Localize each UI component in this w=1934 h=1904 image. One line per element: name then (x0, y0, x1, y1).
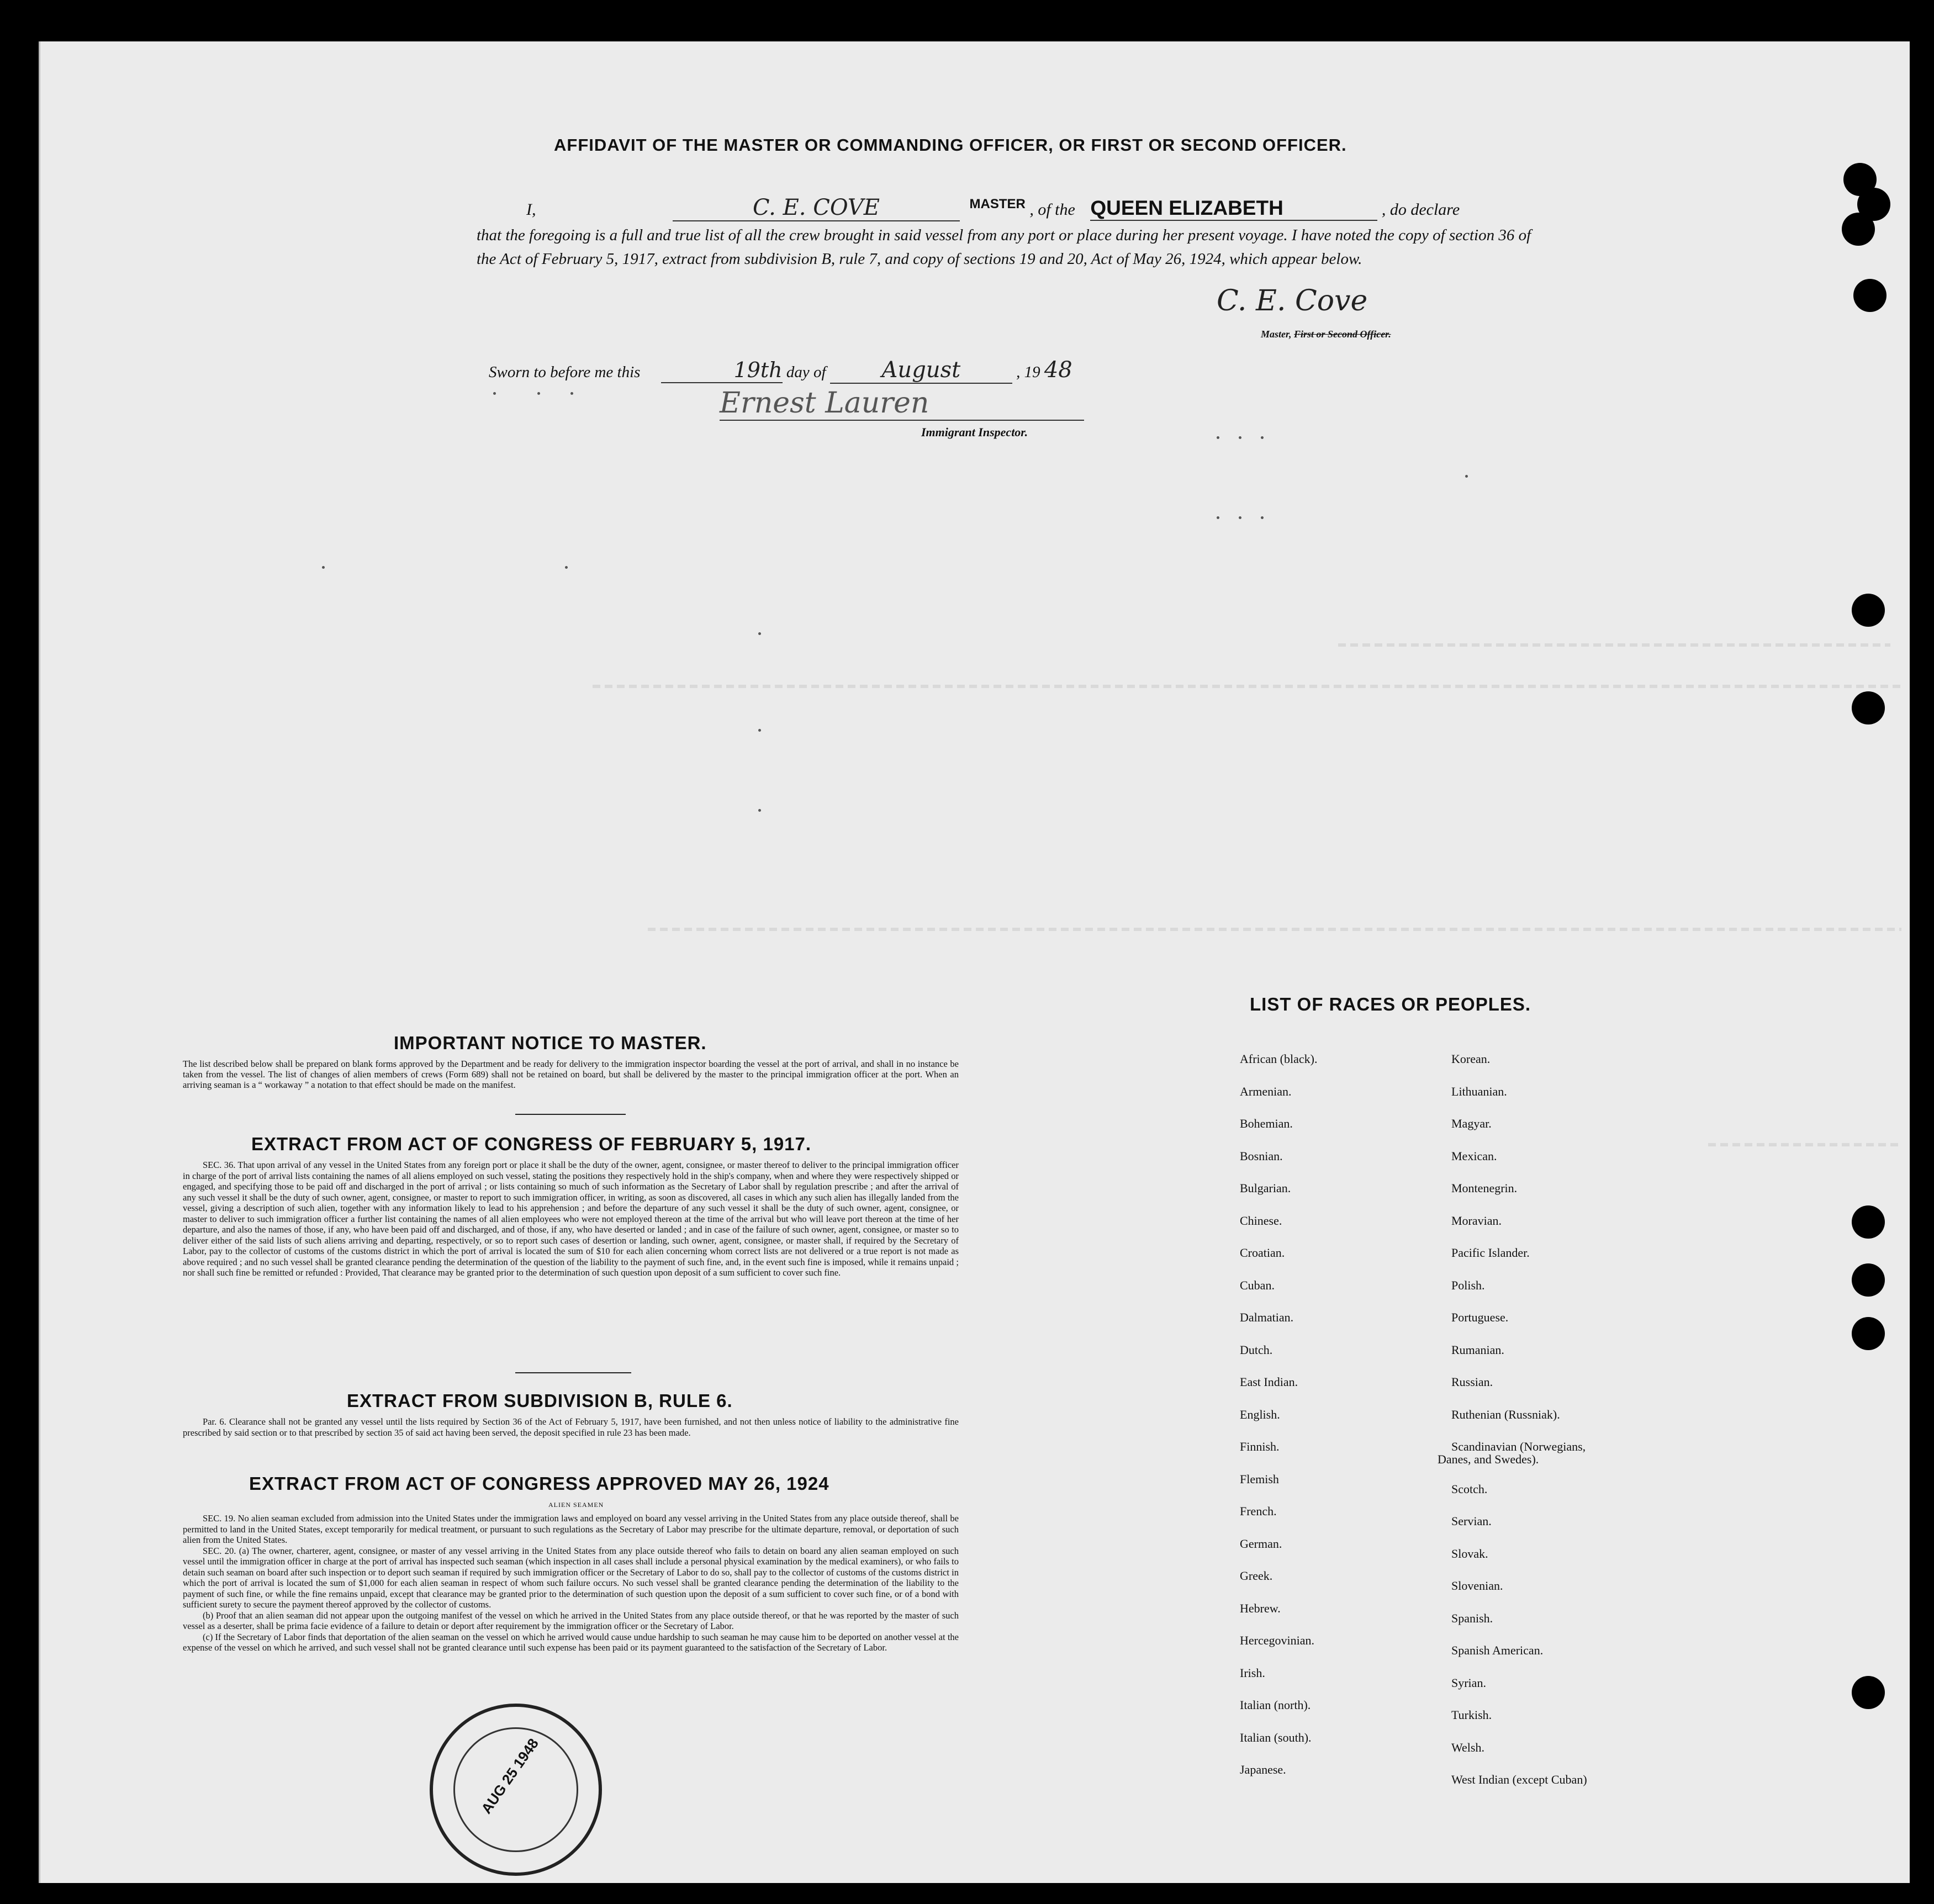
punch-hole (1852, 1263, 1885, 1297)
race-item: Hebrew. (1240, 1601, 1281, 1615)
race-item: Dalmatian. (1240, 1310, 1294, 1324)
race-item: Slovenian. (1451, 1579, 1503, 1593)
race-item: Lithuanian. (1451, 1084, 1507, 1098)
race-item: African (black). (1240, 1052, 1318, 1066)
race-item: English. (1240, 1407, 1280, 1421)
race-item: Chinese. (1240, 1213, 1282, 1228)
extract-1924-title: EXTRACT FROM ACT OF CONGRESS APPROVED MAY 26, 1924 (249, 1473, 829, 1494)
declaration-pronoun: I, (526, 200, 536, 219)
inspector-signature: Ernest Lauren (720, 387, 1084, 421)
punch-hole (1852, 691, 1885, 724)
ink-dot (758, 809, 761, 812)
ink-dot (537, 392, 540, 395)
race-item: Welsh. (1451, 1740, 1484, 1754)
master-signature: C. E. Cove (1217, 284, 1368, 318)
signature-caption (1261, 329, 1391, 340)
sworn-year: 48 (1044, 357, 1072, 383)
divider (515, 1372, 631, 1373)
race-item: Italian (north). (1240, 1698, 1311, 1712)
race-item: Bulgarian. (1240, 1181, 1291, 1195)
affidavit-title: AFFIDAVIT OF THE MASTER OR COMMANDING OFFICER, OR FIRST OR SECOND OFFICER. (554, 135, 1347, 155)
extract-1917-body (183, 1160, 959, 1278)
race-item: Armenian. (1240, 1084, 1292, 1098)
master-name-handwritten: C. E. COVE (673, 195, 960, 221)
punch-hole (1842, 213, 1875, 246)
extract-rule6-title: EXTRACT FROM SUBDIVISION B, RULE 6. (347, 1390, 733, 1411)
ink-dot (565, 566, 568, 569)
extract-1924-body (183, 1513, 959, 1653)
extract-1924-paragraph: SEC. 19. No alien seaman excluded from admission into the United States under the immigration laws and employed on board any vessel arriving in the United States from any place outside thereof, shall be permitted to land in the United States, except temporarily for medical treatment, or pursuant to such regulations as the Secretary of Labor may prescribe for the ultimate departure, removal, or deportation of such alien from the United States. (183, 1513, 959, 1545)
races-right-column (1407, 1052, 1683, 1786)
races-left-column (1195, 1052, 1415, 1786)
race-item: Japanese. (1240, 1763, 1286, 1776)
ink-dot (758, 729, 761, 732)
race-item: Turkish. (1451, 1708, 1492, 1722)
vessel-name: QUEEN ELIZABETH (1090, 197, 1377, 221)
race-item: German. (1240, 1536, 1282, 1551)
race-item: Croatian. (1240, 1246, 1285, 1260)
race-item: Finnish. (1240, 1440, 1280, 1453)
race-item: Scandinavian (Norwegians, (1451, 1440, 1586, 1453)
race-item: Bosnian. (1240, 1149, 1283, 1163)
declaration-body: that the foregoing is a full and true list of all the crew brought in said vessel from any port or place during her present voyage. I have noted the copy of section 36 of the Act of February 5, 1917, extract from subdivision B, rule 7, and copy of sections 19 and 20, Act of May 26, 1924, which appear below. (477, 226, 1531, 268)
race-item: Dutch. (1240, 1342, 1273, 1357)
sworn-month: August (830, 357, 1012, 384)
race-item: East Indian. (1240, 1375, 1298, 1389)
sworn-day: 19th (661, 358, 783, 383)
ink-dot (1239, 516, 1241, 519)
race-item: Ruthenian (Russniak). (1451, 1407, 1560, 1421)
races-title: LIST OF RACES OR PEOPLES. (1250, 994, 1531, 1014)
race-item: Hercegovinian. (1240, 1633, 1314, 1647)
ink-dot (1239, 436, 1241, 439)
bleed-through-line (593, 685, 1901, 688)
sworn-line (489, 357, 1229, 384)
race-item: Italian (south). (1240, 1730, 1312, 1744)
race-item: Slovak. (1451, 1546, 1488, 1561)
extract-1924-paragraph: SEC. 20. (a) The owner, charterer, agent, consignee, or master of any vessel arriving in the United States from any place outside thereof who fails to detain on board any alien seaman employed on such vessel until the immigration officer in charge at the port of arrival has inspected such seaman (which inspection in all cases shall include a personal physical examination by the medical examiners), or who fails to detain such seaman on board after such inspection or to deport such seaman if required by such immigration officer or the Secretary of Labor to do so, shall pay to the collector of customs of the customs district in which the port of arrival is located the sum of $1,000 for each alien seaman in respect of whom such failure occurs. No such vessel shall be granted clearance pending the determination of the liability to the payment of such fine, or while the fine remains unpaid, except that clearance may be granted prior to the determination of such question upon the deposit of a sum sufficient to cover such fine, or of a bond with sufficient surety to secure the payment thereof approved by the collector of customs. (183, 1545, 959, 1610)
immigration-stamp (430, 1704, 602, 1876)
punch-hole (1853, 279, 1887, 312)
ink-dot (493, 392, 496, 395)
extract-rule6-text: Par. 6. Clearance shall not be granted any vessel until the lists required by Section 36 of the Act of February 5, 1917, have been furnished, and not then unless notice of liability to the administrative fine prescribed by said section or to that prescribed by section 35 of said act having been served, the deposit specified in rule 23 has been made. (183, 1416, 959, 1438)
punch-hole (1852, 594, 1885, 627)
punch-hole (1852, 1205, 1885, 1239)
race-item: Portuguese. (1451, 1310, 1509, 1324)
bleed-through-line (1338, 643, 1890, 647)
race-item: Syrian. (1451, 1675, 1486, 1690)
bleed-through-line (1708, 1143, 1901, 1146)
ink-dot (1217, 516, 1219, 519)
race-item: Polish. (1451, 1278, 1485, 1292)
extract-1924-paragraph: (b) Proof that an alien seaman did not appear upon the outgoing manifest of the vessel on which he arrived in the United States from any place outside thereof, or that he was reported by the master of such vessel as a deserter, shall be prima facie evidence of a failure to detain or deport after requirement by the immigration officer or the Secretary of Labor. (183, 1610, 959, 1631)
race-item: French. (1240, 1504, 1277, 1518)
extract-rule6-body (183, 1416, 959, 1438)
punch-hole (1852, 1676, 1885, 1709)
ink-dot (1261, 516, 1264, 519)
ink-dot (1217, 436, 1219, 439)
stamp-date: AUG 25 1948 (478, 1735, 542, 1817)
stamp-inner-ring (453, 1727, 578, 1852)
race-item: Magyar. (1451, 1117, 1492, 1130)
do-declare-label: , do declare (1381, 200, 1460, 219)
race-item: Greek. (1240, 1569, 1273, 1583)
ink-dot (570, 392, 573, 395)
bleed-through-line (648, 928, 1901, 931)
ink-dot (322, 566, 325, 569)
signature-caption-master: Master, (1261, 329, 1292, 340)
document-sheet (39, 41, 1910, 1883)
race-item: Irish. (1240, 1665, 1265, 1680)
divider (515, 1114, 626, 1115)
race-item: Cuban. (1240, 1278, 1275, 1292)
declaration-line (526, 195, 1531, 228)
extract-1924-paragraph: (c) If the Secretary of Labor finds that deportation of the alien seaman on the vessel on which he arrived would cause undue hardship to such seaman he may cause him to be deported on another vessel at the expense of the vessel on which he arrived, and such vessel shall not be granted clearance until such expense has been paid or its payment guaranteed to the satisfaction of the Secretary of Labor. (183, 1631, 959, 1653)
of-the-label: , of the (1029, 200, 1075, 219)
race-continuation: Danes, and Swedes). (1438, 1452, 1539, 1466)
race-item: Mexican. (1451, 1149, 1497, 1163)
race-item: Korean. (1451, 1052, 1491, 1066)
punch-hole (1852, 1317, 1885, 1350)
sworn-label: Sworn to before me this (489, 363, 641, 381)
ink-dot (1261, 436, 1264, 439)
inspector-caption: Immigrant Inspector. (921, 425, 1028, 439)
extract-1917-title: EXTRACT FROM ACT OF CONGRESS OF FEBRUARY 5, 1917. (251, 1134, 812, 1154)
day-of-label: day of (786, 363, 826, 381)
signature-caption-struck: First or Second Officer. (1294, 329, 1391, 340)
master-rank: MASTER (969, 197, 1026, 211)
race-item: Montenegrin. (1451, 1181, 1518, 1195)
extract-1924-subtitle: ALIEN SEAMEN (548, 1501, 604, 1509)
year-prefix: , 19 (1016, 363, 1040, 381)
race-item: Spanish. (1451, 1611, 1493, 1625)
race-item: Russian. (1451, 1375, 1493, 1389)
notice-title: IMPORTANT NOTICE TO MASTER. (394, 1033, 707, 1053)
race-item: Spanish American. (1451, 1643, 1544, 1657)
notice-body: The list described below shall be prepared on blank forms approved by the Department and be ready for delivery to the immigration inspector boarding the vessel at the port of arrival, and shall in no instance be taken from the vessel. The list of changes of alien members of crews (Form 689) shall not be retained on board, but shall be delivered by the master to the principal immigration officer at the port. When an arriving seaman is a “ workaway ” a notation to that effect should be made on the manifest. (183, 1059, 959, 1090)
race-item: Pacific Islander. (1451, 1246, 1530, 1260)
race-item: Rumanian. (1451, 1342, 1504, 1357)
race-item: Bohemian. (1240, 1117, 1293, 1130)
race-item: Moravian. (1451, 1213, 1502, 1228)
race-item: Scotch. (1451, 1482, 1488, 1496)
race-item: West Indian (except Cuban) (1451, 1773, 1587, 1786)
ink-dot (1465, 475, 1468, 478)
extract-1917-text: SEC. 36. That upon arrival of any vessel in the United States from any foreign port or place it shall be the duty of the owner, agent, consignee, or master thereof to deliver to the principal immigration officer in charge of the port of arrival lists containing the names of all aliens employed on such vessel, stating the positions they respectively hold in the ship's company, when and where they were respectively shipped or engaged, and specifying those to be paid off and discharged in the port of arrival ; or lists containing so much of such information as the Secretary of Labor shall by regulation prescribe ; and after the arrival of any such vessel it shall be the duty of such owner, agent, consignee, or master to report to such immigration officer, in writing, as soon as discovered, all cases in which any such alien has illegally landed from the vessel, giving a description of such alien, together with any information likely to lead to his apprehension ; and before the departure of any such vessel it shall be the duty of such owner, agent, consignee, or master to deliver to such immigration officer a further list containing the names of all alien employees who were not employed thereon at the time of the arrival but who will leave port thereon at the time of her departure, and also the names of those, if any, who have been paid off and discharged, and of those, if any, who have deserted or landed ; and in case of the failure of such owner, agent, consignee, or master so to deliver either of the said lists of such aliens arriving and departing, respectively, or so to report such cases of desertion or landing, such owner, agent, consignee, or master shall, if required by the Secretary of Labor, pay to the collector of customs of the customs district in which the port of arrival is located the sum of $10 for each alien concerning whom correct lists are not delivered or a true report is not made as above required ; and no such vessel shall be granted clearance pending the determination of the question of the liability to the payment of such fine, and, in the event such fine is imposed, while it remains unpaid ; nor shall such fine be remitted or refunded : Provided, That clearance may be granted prior to the determination of such question upon deposit of a sum sufficient to cover such fine. (183, 1160, 959, 1278)
race-item: Flemish (1240, 1472, 1279, 1486)
race-item: Servian. (1451, 1514, 1492, 1528)
ink-dot (758, 632, 761, 635)
